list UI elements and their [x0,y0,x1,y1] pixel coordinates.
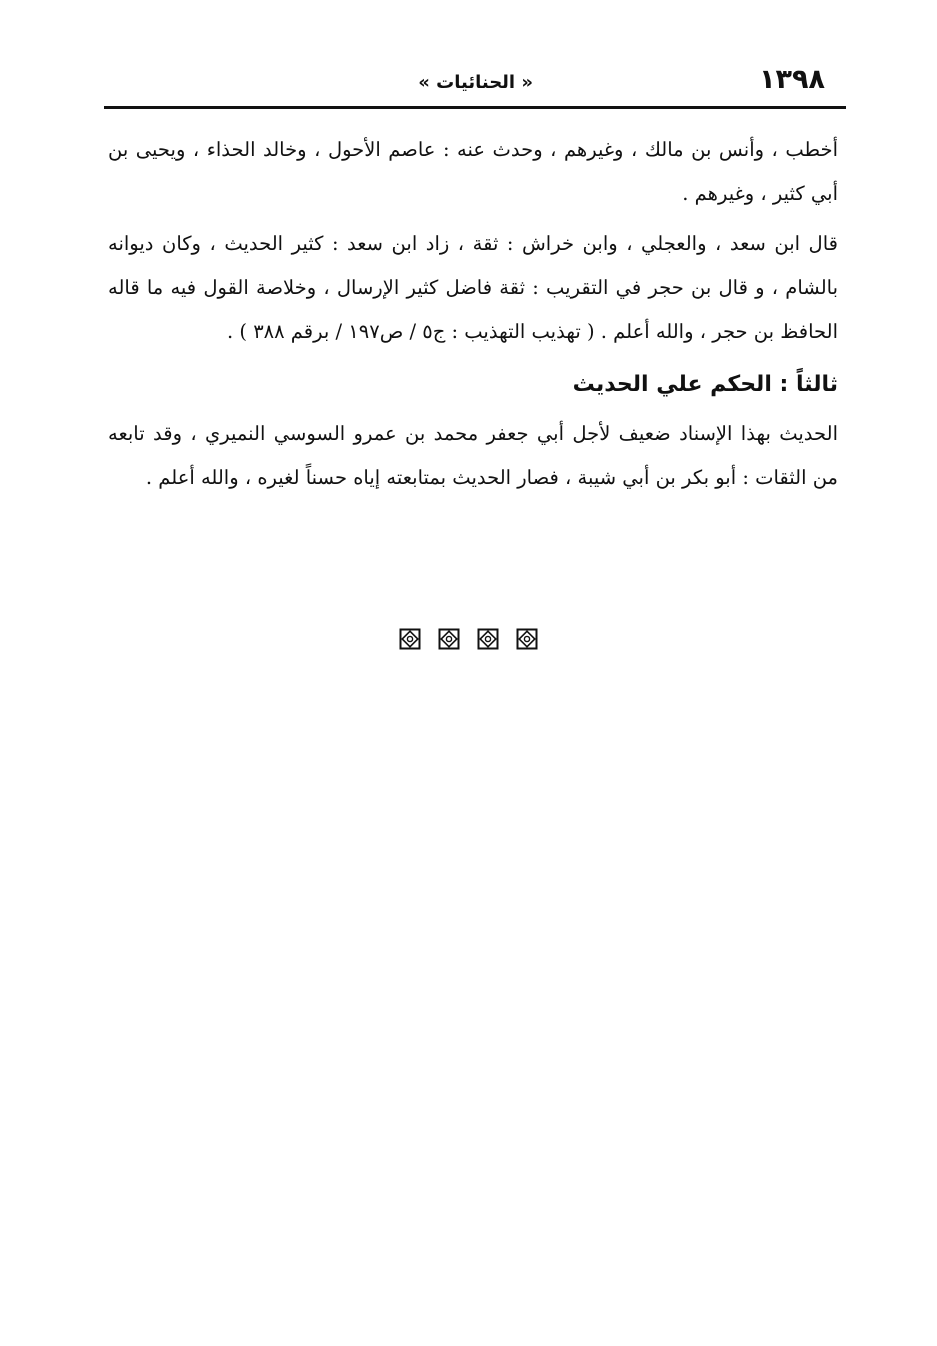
decorative-knot-icon [516,628,538,650]
page-header [105,62,845,108]
decorative-knot-icon [477,628,499,650]
page-body [108,128,838,500]
section-heading: ثالثاً : الحكم علي الحديث [572,372,838,397]
ornament-divider [0,628,937,650]
decorative-knot-icon [438,628,460,650]
header-divider [104,106,846,109]
body-paragraph-1: أخطب ، وأنس بن مالك ، وغيرهم ، وحدث عنه : عاصم الأحول ، وخالد الحذاء ، ويحيى بن أبي كثير ، وغيرهم . [108,138,838,205]
decorative-knot-icon [399,628,421,650]
section-paragraph: الحديث بهذا الإسناد ضعيف لأجل أبي جعفر محمد بن عمرو السوسي النميري ، وقد تابعه من الثقات : أبو بكر بن أبي شيبة ، فصار الحديث بمتابعته إياه حسناً لغيره ، والله أعلم . [108,422,838,489]
running-title: « الحنائيات » [418,72,533,93]
body-paragraph-2: قال ابن سعد ، والعجلي ، وابن خراش : ثقة ، زاد ابن سعد : كثير الحديث ، وكان ديوانه بالشام ، و قال بن حجر في التقريب : ثقة فاضل كثير الإرسال ، وخلاصة القول فيه ما قاله الحافظ بن حجر ، والله أعلم . ( تهذيب التهذيب : ج٥ / ص١٩٧ / برقم ٣٨٨ ) . [108,232,838,343]
page-number: ١٣٩٨ [759,64,825,95]
